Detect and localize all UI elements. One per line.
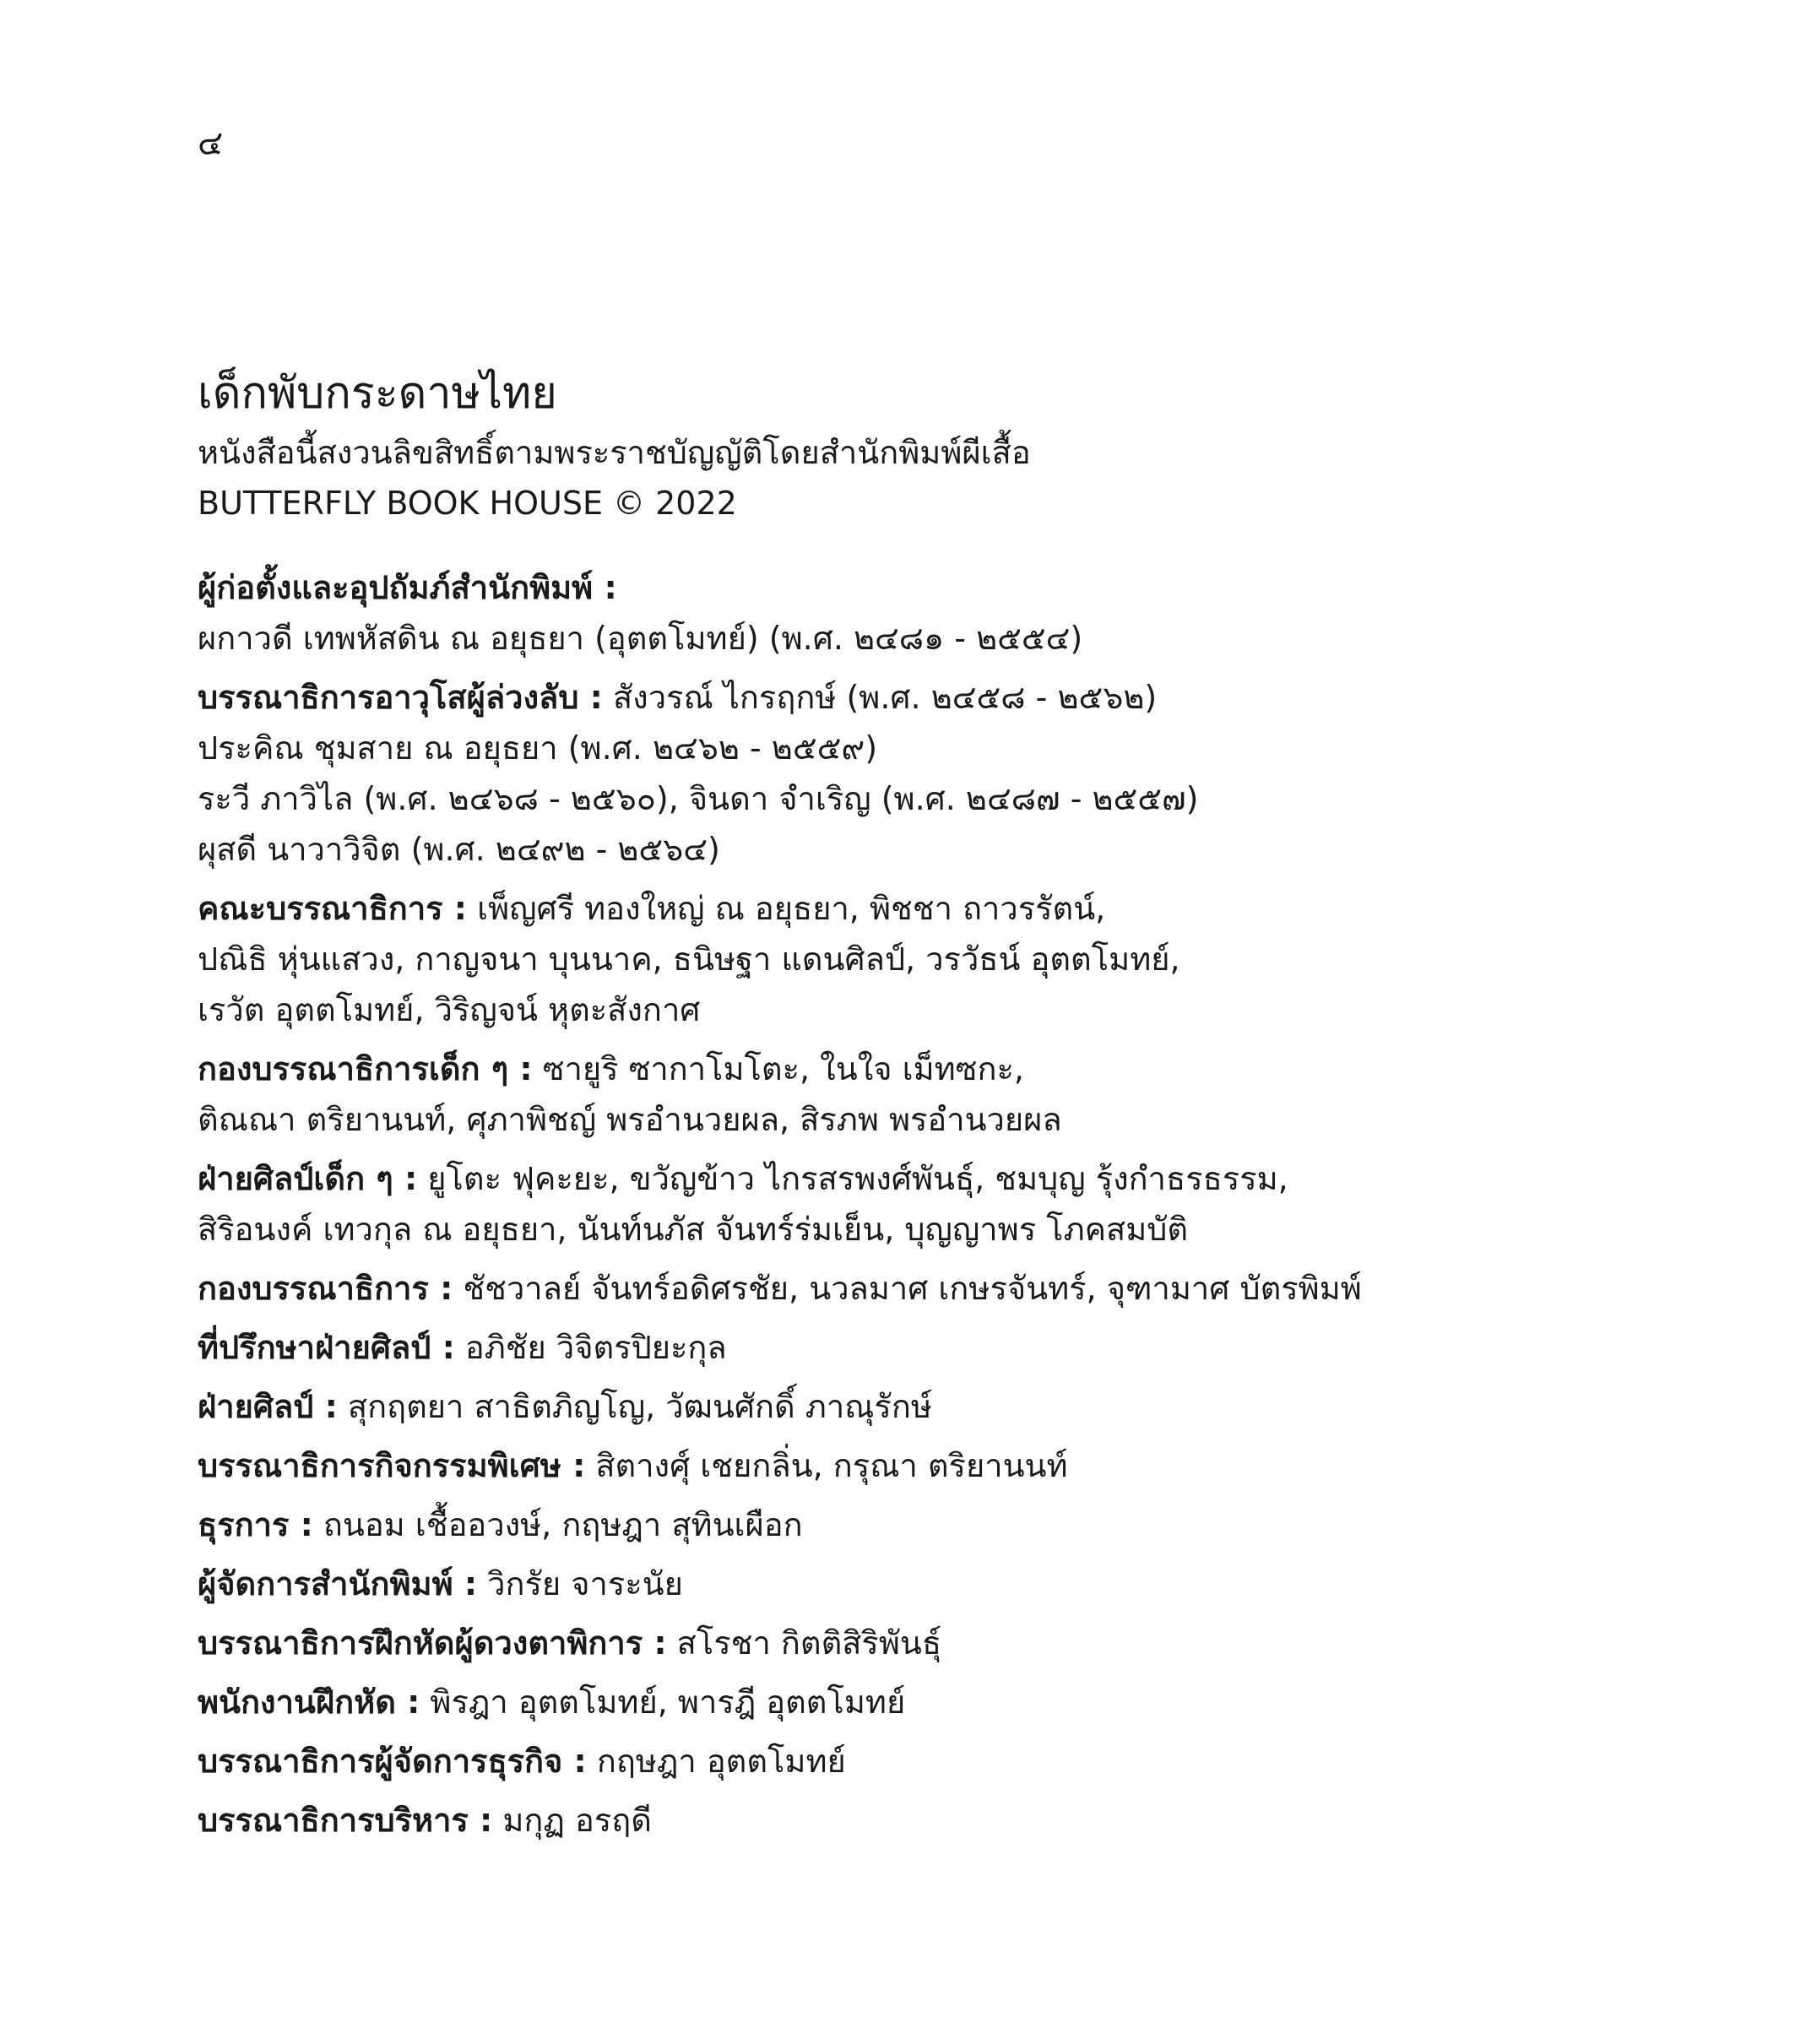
credit-names-line: สิริอนงค์ เทวกุล ณ อยุธยา, นันท์นภัส จันทร์ร่มเย็น, บุญญาพร โภคสมบัติ [198,1211,1189,1248]
credit-entry [198,1322,1700,1373]
credit-first-line [198,1044,1700,1094]
credit-first-line [198,1677,1700,1727]
credit-role: พนักงานฝึกหัด : [198,1683,420,1721]
credit-first-line [198,562,1700,613]
credit-entry [198,1381,1700,1432]
credit-first-line [198,1153,1700,1204]
credit-entry [198,1044,1700,1145]
credit-role: ฝ่ายศิลป์ : [198,1388,338,1425]
credit-entry [198,883,1700,1035]
credit-names: อภิชัย วิจิตรปิยะกุล [454,1329,727,1366]
credit-names: สังวรณ์ ไกรฤกษ์ (พ.ศ. ๒๔๕๘ - ๒๕๖๒) [602,679,1158,716]
page-number: ๔ [198,124,224,163]
credit-names-line: ผกาวดี เทพหัสดิน ณ อยุธยา (อุตตโมทย์) (พ.ศ. ๒๔๘๑ - ๒๕๕๔) [198,620,1083,657]
credit-entry [198,1440,1700,1491]
credit-first-line [198,1322,1700,1373]
credit-names: สุกฤตยา สาธิตภิญโญ, วัฒนศักดิ์ ภาณุรักษ์ [337,1388,932,1425]
credit-role: ผู้ก่อตั้งและอุปถัมภ์สำนักพิมพ์ : [198,569,617,606]
credit-role: กองบรรณาธิการ : [198,1270,453,1307]
credit-names-line: ปณิธิ หุ่นแสวง, กาญจนา บุนนาค, ธนิษฐา แดนศิลป์, วรวัธน์ อุตตโมทย์, [198,941,1180,978]
colophon [198,363,1700,1854]
credit-names-line: ประคิณ ชุมสาย ณ อยุธยา (พ.ศ. ๒๔๖๒ - ๒๕๕๙) [198,729,878,767]
credit-first-line [198,1263,1700,1314]
book-title: เด็กพับกระดาษไทย [198,368,557,419]
credit-names-line: เรวัต อุตตโมทย์, วิริญจน์ หุตะสังกาศ [198,991,701,1028]
credit-role: คณะบรรณาธิการ : [198,890,467,927]
credit-role: ที่ปรึกษาฝ่ายศิลป์ : [198,1329,455,1366]
credit-names: ถนอม เชื้ออวงษ์, กฤษฎา สุทินเผือก [312,1506,803,1543]
credit-names: ซายูริ ซากาโมโตะ, ในใจ เม็ทซกะ, [532,1050,1024,1087]
rights-notice: หนังสือนี้สงวนลิขสิทธิ์ตามพระราชบัญญัติโดยสำนักพิมพ์ผีเสื้อ [198,434,1031,471]
credit-role: บรรณาธิการฝึกหัดผู้ดวงตาพิการ : [198,1624,667,1662]
credit-entry [198,1153,1700,1255]
credit-entry [198,672,1700,875]
credit-first-line [198,1618,1700,1668]
credit-names-line: ผุสดี นาวาวิจิต (พ.ศ. ๒๔๙๒ - ๒๕๖๔) [198,831,720,868]
credit-first-line [198,1559,1700,1609]
credit-names: วิกรัย จาระนัย [477,1565,683,1602]
credit-first-line [198,1795,1700,1846]
credit-names: เพ็ญศรี ทองใหญ่ ณ อยุธยา, พิชชา ถาวรรัตน์, [467,890,1106,927]
credit-role: ฝ่ายศิลป์เด็ก ๆ : [198,1160,418,1197]
credit-role: บรรณาธิการบริหาร : [198,1802,493,1839]
credit-role: บรรณาธิการอาวุโสผู้ล่วงลับ : [198,679,603,716]
credit-first-line [198,1736,1700,1786]
credit-names: มกุฏ อรฤดี [492,1802,652,1839]
credit-role: ธุรการ : [198,1506,313,1543]
credit-entry [198,1677,1700,1727]
credit-entry [198,562,1700,664]
credit-entry [198,1499,1700,1550]
credit-role: บรรณาธิการผู้จัดการธุรกิจ : [198,1743,587,1780]
credit-entry [198,1618,1700,1668]
credit-first-line [198,883,1700,934]
credit-role: บรรณาธิการกิจกรรมพิเศษ : [198,1447,586,1484]
credit-entry [198,1736,1700,1786]
credit-names: กฤษฎา อุตตโมทย์ [586,1743,846,1780]
credit-first-line [198,1499,1700,1550]
credit-entry [198,1559,1700,1609]
credit-first-line [198,1440,1700,1491]
credit-names: สโรชา กิตติสิริพันธุ์ [666,1624,942,1662]
credit-names: สิตางศุ์ เชยกลิ่น, กรุณา ตริยานนท์ [585,1447,1068,1484]
credit-first-line [198,1381,1700,1432]
credit-entry [198,1263,1700,1314]
credit-names: พิรฎา อุตตโมทย์, พารฎี อุตตโมทย์ [420,1683,906,1721]
credit-first-line [198,672,1700,723]
credit-role: ผู้จัดการสำนักพิมพ์ : [198,1565,478,1602]
credit-role: กองบรรณาธิการเด็ก ๆ : [198,1050,533,1087]
credit-entry [198,1795,1700,1846]
credit-names-line: ระวี ภาวิไล (พ.ศ. ๒๔๖๘ - ๒๕๖๐), จินดา จำเริญ (พ.ศ. ๒๔๘๗ - ๒๕๕๗) [198,780,1199,817]
credit-names: ยูโตะ ฟุคะยะ, ขวัญข้าว ไกรสรพงศ์พันธุ์, ชมบุญ รุ้งกำธรธรรม, [417,1160,1288,1197]
credit-names-line: ติณณา ตริยานนท์, ศุภาพิชญ์ พรอำนวยผล, สิรภพ พรอำนวยผล [198,1101,1062,1138]
copyright-notice: BUTTERFLY BOOK HOUSE © 2022 [198,485,737,522]
credit-names: ชัชวาลย์ จันทร์อดิศรชัย, นวลมาศ เกษรจันทร์, จุฑามาศ บัตรพิมพ์ [453,1270,1362,1307]
credits-list [198,562,1700,1846]
